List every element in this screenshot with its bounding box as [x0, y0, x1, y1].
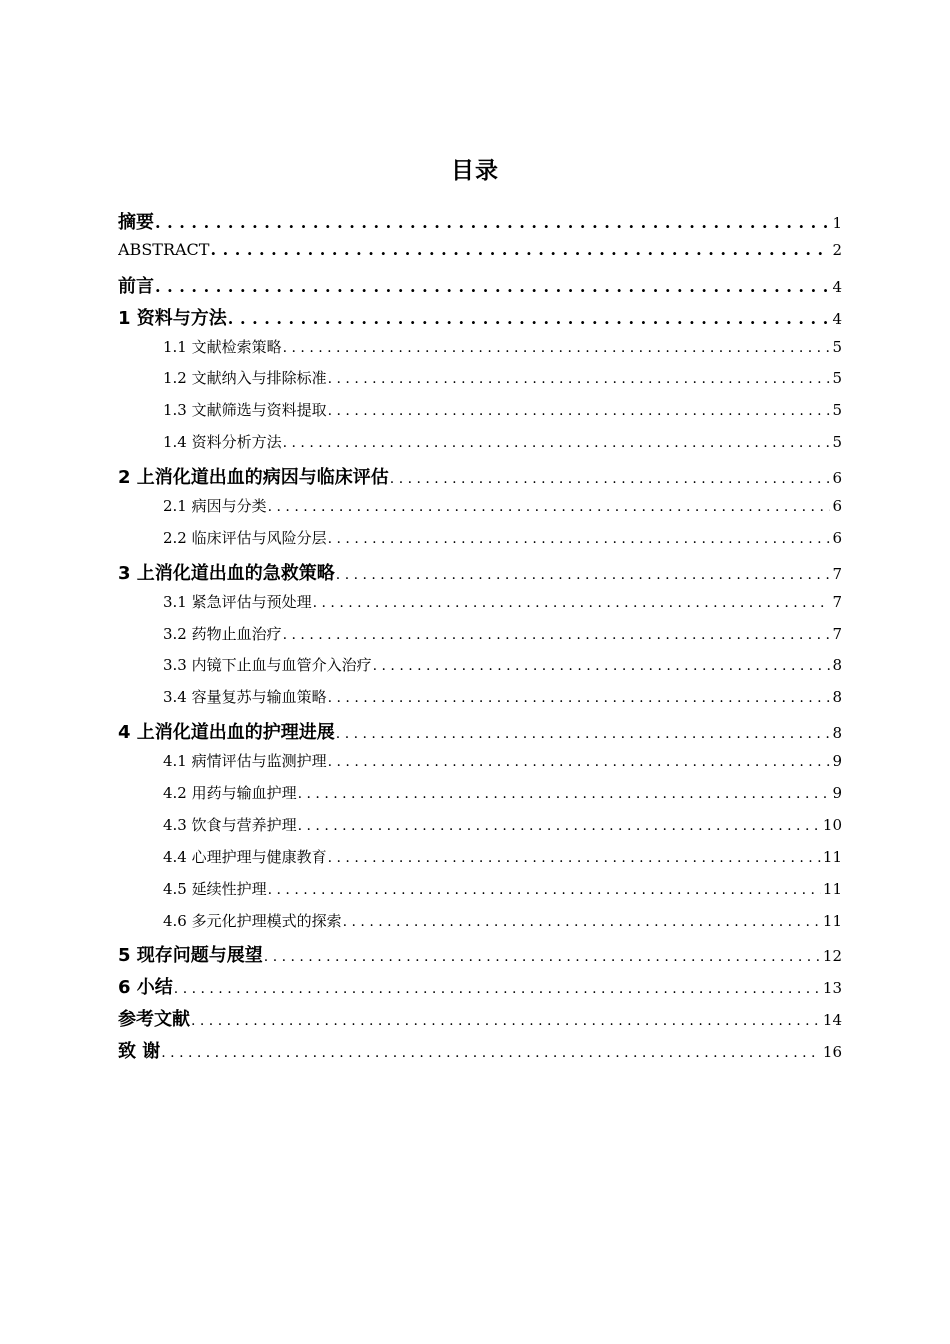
toc-entry-page: 7	[832, 624, 842, 643]
toc-entry-label: 4.3 饮食与营养护理	[163, 815, 297, 834]
toc-entry-label: 6 小结	[118, 977, 173, 999]
toc-entry-label: 1.3 文献筛选与资料提取	[163, 401, 327, 420]
toc-entry-label: 1 资料与方法	[118, 307, 227, 329]
toc-entry-label: 2.2 临床评估与风险分层	[163, 528, 327, 547]
toc-entry-page: 7	[832, 592, 842, 611]
toc-entry-page: 11	[822, 879, 842, 898]
toc-entry-page: 6	[832, 497, 842, 516]
toc-entry-page: 5	[832, 337, 842, 356]
toc-entry-abstract-en[interactable]	[118, 240, 842, 272]
toc-entry-label: 4 上消化道出血的护理进展	[118, 722, 335, 744]
dot-leader	[328, 403, 831, 419]
dot-leader	[191, 1013, 821, 1029]
dot-leader	[328, 850, 821, 866]
dot-leader	[298, 786, 831, 802]
toc-entry-label: 前言	[118, 275, 154, 297]
toc-entry-page: 5	[832, 401, 842, 420]
toc-entry-page: 11	[822, 847, 842, 866]
toc-entry-page: 9	[832, 752, 842, 771]
toc-entry-page: 14	[822, 1011, 842, 1030]
toc-entry-preface[interactable]	[118, 272, 842, 304]
toc-entry-page: 9	[832, 784, 842, 803]
toc-entry-page: 12	[822, 947, 842, 966]
toc-entry-section-4-2[interactable]	[118, 782, 842, 814]
toc-entry-page: 4	[832, 277, 842, 296]
toc-entry-page: 2	[832, 240, 842, 259]
dot-leader	[390, 471, 831, 487]
dot-leader	[283, 627, 831, 643]
toc-entry-label: ABSTRACT	[118, 239, 210, 259]
toc-entry-section-1[interactable]	[118, 304, 842, 336]
dot-leader	[210, 240, 830, 259]
toc-entry-section-2-1[interactable]	[118, 495, 842, 527]
table-of-contents	[118, 208, 842, 1069]
dot-leader	[336, 726, 831, 742]
toc-entry-label: 致 谢	[118, 1041, 161, 1063]
toc-entry-section-3-2[interactable]	[118, 623, 842, 655]
dot-leader	[328, 690, 831, 706]
toc-entry-page: 11	[822, 911, 842, 930]
toc-entry-abstract-cn[interactable]	[118, 208, 842, 240]
toc-entry-page: 6	[832, 528, 842, 547]
dot-leader	[283, 340, 831, 356]
toc-entry-label: 参考文献	[118, 1009, 190, 1031]
dot-leader	[336, 567, 831, 583]
page-title: 目录	[451, 158, 499, 184]
dot-leader	[343, 914, 821, 930]
toc-entry-label: 2 上消化道出血的病因与临床评估	[118, 467, 389, 489]
dot-leader	[298, 818, 821, 834]
toc-entry-section-6[interactable]	[118, 973, 842, 1005]
toc-entry-section-4-5[interactable]	[118, 878, 842, 910]
dot-leader	[155, 277, 830, 296]
dot-leader	[283, 435, 831, 451]
toc-entry-references[interactable]	[118, 1005, 842, 1037]
dot-leader	[328, 531, 831, 547]
toc-entry-section-1-2[interactable]	[118, 367, 842, 399]
toc-entry-section-1-3[interactable]	[118, 399, 842, 431]
dot-leader	[373, 658, 831, 674]
toc-entry-label: 3.2 药物止血治疗	[163, 624, 282, 643]
toc-entry-section-5[interactable]	[118, 941, 842, 973]
toc-entry-page: 5	[832, 369, 842, 388]
toc-entry-section-4[interactable]	[118, 718, 842, 750]
toc-entry-label: 4.5 延续性护理	[163, 879, 267, 898]
toc-entry-label: 2.1 病因与分类	[163, 497, 267, 516]
toc-entry-page: 7	[832, 564, 842, 583]
toc-entry-label: 3.4 容量复苏与输血策略	[163, 688, 327, 707]
toc-entry-page: 6	[832, 469, 842, 488]
toc-entry-label: 4.1 病情评估与监测护理	[163, 752, 327, 771]
dot-leader	[174, 981, 821, 997]
toc-entry-label: 3 上消化道出血的急救策略	[118, 562, 335, 584]
toc-entry-section-4-4[interactable]	[118, 846, 842, 878]
dot-leader	[228, 309, 831, 328]
toc-entry-section-2-2[interactable]	[118, 527, 842, 559]
toc-entry-section-4-1[interactable]	[118, 750, 842, 782]
toc-entry-section-3-4[interactable]	[118, 686, 842, 718]
toc-entry-page: 8	[832, 724, 842, 743]
toc-entry-section-4-3[interactable]	[118, 814, 842, 846]
toc-entry-label: 5 现存问题与展望	[118, 945, 263, 967]
toc-entry-section-2[interactable]	[118, 463, 842, 495]
toc-entry-page: 10	[822, 815, 842, 834]
toc-entry-page: 1	[832, 214, 842, 232]
toc-entry-section-4-6[interactable]	[118, 910, 842, 942]
toc-entry-page: 8	[832, 656, 842, 675]
dot-leader	[268, 882, 821, 898]
dot-leader	[328, 754, 831, 770]
toc-entry-section-3[interactable]	[118, 559, 842, 591]
dot-leader	[161, 1045, 821, 1061]
toc-entry-acknowledgements[interactable]	[118, 1037, 842, 1069]
toc-entry-section-1-1[interactable]	[118, 336, 842, 368]
toc-entry-label: 4.6 多元化护理模式的探索	[163, 911, 342, 930]
toc-entry-page: 8	[832, 688, 842, 707]
toc-entry-label: 1.4 资料分析方法	[163, 433, 282, 452]
dot-leader	[155, 213, 830, 232]
dot-leader	[328, 371, 831, 387]
toc-entry-label: 4.4 心理护理与健康教育	[163, 847, 327, 866]
toc-entry-section-3-1[interactable]	[118, 591, 842, 623]
toc-entry-section-1-4[interactable]	[118, 431, 842, 463]
toc-entry-page: 13	[822, 979, 842, 998]
toc-entry-label: 3.1 紧急评估与预处理	[163, 592, 312, 611]
toc-entry-label: 1.2 文献纳入与排除标准	[163, 369, 327, 388]
dot-leader	[264, 949, 821, 965]
toc-entry-label: 1.1 文献检索策略	[163, 337, 282, 356]
toc-entry-label: 4.2 用药与输血护理	[163, 784, 297, 803]
toc-entry-label: 摘要	[118, 212, 154, 233]
toc-entry-page: 16	[822, 1043, 842, 1062]
toc-entry-page: 5	[832, 433, 842, 452]
toc-entry-label: 3.3 内镜下止血与血管介入治疗	[163, 656, 372, 675]
dot-leader	[268, 499, 831, 515]
toc-entry-section-3-3[interactable]	[118, 654, 842, 686]
toc-entry-page: 4	[832, 309, 842, 328]
dot-leader	[313, 595, 831, 611]
